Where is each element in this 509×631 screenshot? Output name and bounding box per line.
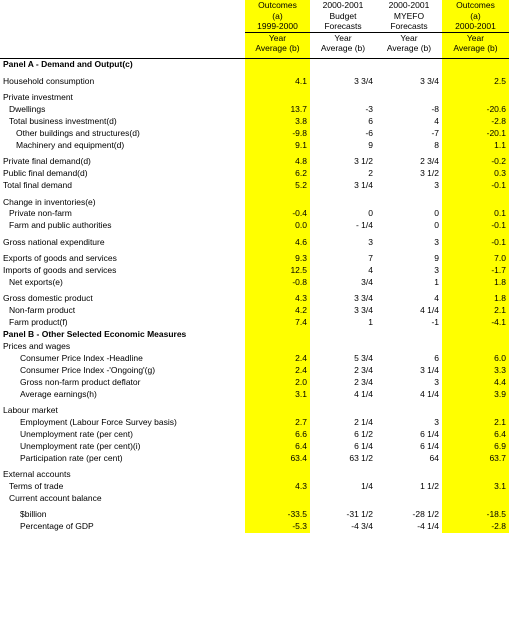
- row-label: Change in inventories(e): [3, 196, 96, 207]
- value-outcomes-2000-2001: [442, 341, 509, 353]
- header-myefo-line2: MYEFO: [393, 10, 425, 21]
- value-outcomes-1999-2000: 5.2: [245, 180, 310, 192]
- header-year-label: Year: [400, 32, 418, 43]
- row-label: Unemployment rate (per cent): [20, 428, 133, 439]
- row-label: Other buildings and structures(d): [16, 128, 140, 138]
- value-outcomes-2000-2001: 3.9: [442, 389, 509, 401]
- value-myefo-forecast: 0: [434, 208, 439, 219]
- value-outcomes-2000-2001: 3.3: [442, 365, 509, 377]
- value-outcomes-2000-2001: [442, 469, 509, 481]
- value-myefo-forecast: [376, 329, 442, 341]
- table-row: [0, 180, 509, 192]
- row-label: $billion: [20, 509, 47, 520]
- table-row: [0, 277, 509, 289]
- value-myefo-forecast: -7: [431, 128, 439, 138]
- table-row: [0, 76, 509, 88]
- value-outcomes-2000-2001: -0.1: [442, 220, 509, 232]
- value-outcomes-1999-2000: -0.4: [245, 208, 310, 220]
- value-budget-forecast: 3 3/4: [354, 305, 373, 316]
- table-row: [0, 481, 509, 493]
- table-row: [0, 128, 509, 140]
- value-budget-forecast: 2: [368, 168, 373, 179]
- value-outcomes-1999-2000: 9.1: [245, 140, 310, 152]
- header-outcomes-1999-line2: (a): [245, 11, 310, 22]
- value-outcomes-1999-2000: 4.2: [245, 305, 310, 317]
- value-outcomes-2000-2001: [442, 493, 509, 505]
- value-outcomes-1999-2000: [245, 197, 310, 209]
- header-average-label: Average (b): [442, 43, 509, 54]
- value-outcomes-1999-2000: 4.3: [245, 293, 310, 305]
- value-outcomes-1999-2000: 3.8: [245, 116, 310, 128]
- value-outcomes-2000-2001: 2.1: [442, 417, 509, 429]
- value-outcomes-2000-2001: 63.7: [442, 453, 509, 465]
- value-budget-forecast: 1: [368, 317, 373, 328]
- value-budget-forecast: [310, 493, 376, 505]
- value-outcomes-1999-2000: 2.4: [245, 365, 310, 377]
- row-label: Total final demand: [3, 180, 72, 191]
- value-myefo-forecast: 8: [434, 139, 439, 150]
- value-myefo-forecast: 3: [434, 376, 439, 387]
- value-budget-forecast: -3: [365, 104, 373, 115]
- value-outcomes-1999-2000: [245, 493, 310, 505]
- value-outcomes-2000-2001: -1.7: [442, 265, 509, 277]
- value-myefo-forecast: 1 1/2: [420, 480, 439, 491]
- table-row: [0, 92, 509, 104]
- value-outcomes-2000-2001: 6.0: [442, 353, 509, 365]
- value-outcomes-2000-2001: 2.1: [442, 305, 509, 317]
- value-outcomes-1999-2000: 63.4: [245, 453, 310, 465]
- value-budget-forecast: 4 1/4: [354, 388, 373, 399]
- value-myefo-forecast: [376, 92, 442, 104]
- value-outcomes-1999-2000: [245, 59, 310, 71]
- table-row: [0, 429, 509, 441]
- table-body: [0, 54, 509, 533]
- value-outcomes-1999-2000: -33.5: [245, 509, 310, 521]
- table-row: [0, 237, 509, 249]
- value-outcomes-1999-2000: 4.8: [245, 156, 310, 168]
- value-outcomes-2000-2001: -20.6: [442, 104, 509, 116]
- value-outcomes-1999-2000: 13.7: [245, 104, 310, 116]
- value-budget-forecast: 5 3/4: [354, 352, 373, 363]
- table-row: [0, 197, 509, 209]
- value-budget-forecast: 2 3/4: [354, 376, 373, 387]
- value-outcomes-2000-2001: 1.8: [442, 293, 509, 305]
- value-outcomes-1999-2000: 6.6: [245, 429, 310, 441]
- value-myefo-forecast: 6 1/4: [420, 440, 439, 451]
- row-label: Public final demand(d): [3, 168, 88, 179]
- value-myefo-forecast: 3: [434, 416, 439, 427]
- value-myefo-forecast: 3 3/4: [420, 75, 439, 86]
- value-outcomes-1999-2000: 3.1: [245, 389, 310, 401]
- row-label: Current account balance: [9, 492, 102, 503]
- value-budget-forecast: [310, 197, 376, 209]
- row-label: Terms of trade: [9, 480, 64, 491]
- value-budget-forecast: 3/4: [361, 276, 373, 287]
- value-myefo-forecast: -4 1/4: [417, 521, 439, 532]
- row-label: Labour market: [3, 405, 58, 416]
- row-label: Participation rate (per cent): [20, 452, 123, 463]
- value-outcomes-1999-2000: 2.7: [245, 417, 310, 429]
- value-budget-forecast: [310, 341, 376, 353]
- row-label: Private investment: [3, 92, 73, 103]
- row-label: Percentage of GDP: [20, 521, 94, 532]
- value-myefo-forecast: 1: [434, 276, 439, 287]
- value-budget-forecast: 4: [368, 265, 373, 276]
- row-label: Gross domestic product: [3, 293, 93, 304]
- value-budget-forecast: 63 1/2: [349, 452, 373, 463]
- header-budget-line3: Forecasts: [310, 21, 376, 32]
- value-budget-forecast: [310, 405, 376, 417]
- table-row: [0, 353, 509, 365]
- value-outcomes-2000-2001: 3.1: [442, 481, 509, 493]
- value-myefo-forecast: [376, 341, 442, 353]
- table-row: [0, 116, 509, 128]
- value-outcomes-1999-2000: -5.3: [245, 521, 310, 533]
- table-row: [0, 377, 509, 389]
- value-outcomes-2000-2001: 0.3: [442, 168, 509, 180]
- value-outcomes-2000-2001: [442, 92, 509, 104]
- value-myefo-forecast: -1: [431, 317, 439, 328]
- value-myefo-forecast: 0: [434, 220, 439, 231]
- value-outcomes-2000-2001: -0.2: [442, 156, 509, 168]
- header-year-label: Year: [245, 32, 310, 43]
- value-outcomes-2000-2001: -0.1: [442, 237, 509, 249]
- value-budget-forecast: 6 1/2: [354, 428, 373, 439]
- value-outcomes-1999-2000: [245, 405, 310, 417]
- value-outcomes-2000-2001: 0.1: [442, 208, 509, 220]
- header-outcomes-2000-line3: 2000-2001: [442, 21, 509, 32]
- header-year-label: Year: [442, 32, 509, 43]
- value-myefo-forecast: 64: [429, 452, 439, 463]
- table-row: [0, 365, 509, 377]
- value-outcomes-2000-2001: 6.9: [442, 441, 509, 453]
- value-outcomes-1999-2000: 6.4: [245, 441, 310, 453]
- value-budget-forecast: 6 1/4: [354, 440, 373, 451]
- header-average-label: Average (b): [320, 43, 366, 54]
- value-myefo-forecast: 4: [434, 116, 439, 127]
- value-myefo-forecast: -8: [431, 104, 439, 115]
- row-label: Dwellings: [9, 104, 46, 115]
- row-label: Exports of goods and services: [3, 253, 117, 264]
- table-row: [0, 220, 509, 232]
- header-outcomes-2000-line2: (a): [442, 11, 509, 22]
- value-myefo-forecast: 2 3/4: [420, 156, 439, 167]
- value-outcomes-1999-2000: [245, 92, 310, 104]
- table-row: [0, 469, 509, 481]
- row-label: Non-farm product: [9, 305, 76, 316]
- value-budget-forecast: 2 1/4: [354, 416, 373, 427]
- value-outcomes-2000-2001: [442, 405, 509, 417]
- value-outcomes-1999-2000: 6.2: [245, 168, 310, 180]
- row-label: Household consumption: [3, 75, 95, 86]
- value-outcomes-2000-2001: -2.8: [442, 521, 509, 533]
- value-budget-forecast: 3 1/2: [354, 156, 373, 167]
- value-outcomes-2000-2001: [442, 197, 509, 209]
- value-outcomes-2000-2001: [442, 59, 509, 71]
- header-year-label: Year: [334, 32, 352, 43]
- row-label: External accounts: [3, 469, 71, 480]
- value-budget-forecast: -6: [365, 128, 373, 138]
- value-budget-forecast: 3 1/4: [354, 180, 373, 191]
- value-budget-forecast: 6: [368, 116, 373, 127]
- table-row: [0, 405, 509, 417]
- table-row: [0, 208, 509, 220]
- panel-heading-row: [0, 59, 509, 71]
- value-budget-forecast: -31 1/2: [346, 509, 373, 520]
- row-label: Average earnings(h): [20, 388, 97, 399]
- table-row: [0, 509, 509, 521]
- header-outcomes-1999-line3: 1999-2000: [245, 21, 310, 32]
- value-budget-forecast: [310, 59, 376, 71]
- table-row: [0, 156, 509, 168]
- header-outcomes-2000-line1: Outcomes: [442, 0, 509, 11]
- value-myefo-forecast: 9: [434, 253, 439, 264]
- value-myefo-forecast: [376, 469, 442, 481]
- row-label: Machinery and equipment(d): [16, 139, 125, 150]
- row-label: Consumer Price Index -Headline: [20, 352, 143, 363]
- value-myefo-forecast: 6: [434, 352, 439, 363]
- table-row: [0, 317, 509, 329]
- value-outcomes-2000-2001: 4.4: [442, 377, 509, 389]
- value-myefo-forecast: [376, 405, 442, 417]
- panel-heading-row: [0, 329, 509, 341]
- value-myefo-forecast: 4: [434, 293, 439, 304]
- value-myefo-forecast: [376, 59, 442, 71]
- value-outcomes-2000-2001: 1.8: [442, 277, 509, 289]
- value-myefo-forecast: 4 1/4: [420, 305, 439, 316]
- value-myefo-forecast: 4 1/4: [420, 388, 439, 399]
- header-budget-line2: Budget: [329, 10, 357, 21]
- value-outcomes-2000-2001: 7.0: [442, 253, 509, 265]
- row-label: Gross non-farm product deflator: [20, 376, 141, 387]
- table-row: [0, 493, 509, 505]
- value-outcomes-2000-2001: -2.8: [442, 116, 509, 128]
- value-myefo-forecast: 3: [434, 265, 439, 276]
- header-myefo-line3: Forecasts: [376, 21, 442, 32]
- table-row: [0, 341, 509, 353]
- value-outcomes-1999-2000: 4.6: [245, 237, 310, 249]
- row-label: Panel B - Other Selected Economic Measures: [3, 329, 187, 340]
- value-outcomes-1999-2000: [245, 329, 310, 341]
- table-row: [0, 441, 509, 453]
- row-label: Panel A - Demand and Output(c): [0, 59, 245, 71]
- value-myefo-forecast: 3 1/4: [420, 364, 439, 375]
- header-outcomes-1999-line1: Outcomes: [245, 0, 310, 11]
- table-row: [0, 389, 509, 401]
- value-budget-forecast: 7: [368, 253, 373, 264]
- value-myefo-forecast: 3 1/2: [420, 168, 439, 179]
- value-outcomes-1999-2000: 4.3: [245, 481, 310, 493]
- value-outcomes-1999-2000: 7.4: [245, 317, 310, 329]
- value-myefo-forecast: [376, 197, 442, 209]
- header-average-label: Average (b): [245, 43, 310, 54]
- value-myefo-forecast: [376, 493, 442, 505]
- row-label: Imports of goods and services: [3, 265, 117, 276]
- value-outcomes-2000-2001: 1.1: [442, 140, 509, 152]
- table-header: [0, 0, 509, 54]
- value-outcomes-1999-2000: -9.8: [245, 128, 310, 140]
- row-label: Gross national expenditure: [3, 236, 105, 247]
- value-budget-forecast: -4 3/4: [351, 521, 373, 532]
- header-average-label: Average (b): [386, 43, 432, 54]
- row-label: Unemployment rate (per cent)(i): [20, 440, 141, 451]
- value-budget-forecast: [310, 92, 376, 104]
- value-outcomes-2000-2001: [442, 329, 509, 341]
- row-label: Private final demand(d): [3, 156, 91, 167]
- value-outcomes-1999-2000: 2.0: [245, 377, 310, 389]
- table-row: [0, 168, 509, 180]
- table-row: [0, 253, 509, 265]
- row-label: Private non-farm: [9, 208, 72, 219]
- header-myefo-line1: 2000-2001: [388, 0, 430, 10]
- value-outcomes-2000-2001: -0.1: [442, 180, 509, 192]
- value-budget-forecast: 2 3/4: [354, 364, 373, 375]
- value-outcomes-1999-2000: 0.0: [245, 220, 310, 232]
- value-budget-forecast: 0: [368, 208, 373, 219]
- value-budget-forecast: [310, 329, 376, 341]
- value-outcomes-1999-2000: [245, 341, 310, 353]
- value-outcomes-2000-2001: 2.5: [442, 76, 509, 88]
- row-label: Consumer Price Index -'Ongoing'(g): [20, 364, 156, 375]
- value-outcomes-2000-2001: -18.5: [442, 509, 509, 521]
- table-row: [0, 293, 509, 305]
- value-budget-forecast: 3 3/4: [354, 75, 373, 86]
- table-row: [0, 521, 509, 533]
- row-label: Net exports(e): [9, 276, 63, 287]
- value-outcomes-1999-2000: 12.5: [245, 265, 310, 277]
- value-budget-forecast: 9: [368, 139, 373, 150]
- value-budget-forecast: 3 3/4: [354, 293, 373, 304]
- value-outcomes-1999-2000: 9.3: [245, 253, 310, 265]
- value-outcomes-1999-2000: [245, 469, 310, 481]
- row-label: Employment (Labour Force Survey basis): [20, 416, 177, 427]
- value-myefo-forecast: 3: [434, 180, 439, 191]
- value-outcomes-2000-2001: -4.1: [442, 317, 509, 329]
- table-row: [0, 140, 509, 152]
- row-label: Total business investment(d): [9, 116, 117, 127]
- table-row: [0, 305, 509, 317]
- value-outcomes-2000-2001: 6.4: [442, 429, 509, 441]
- value-budget-forecast: 3: [368, 236, 373, 247]
- row-label: Farm and public authorities: [9, 220, 112, 231]
- row-label: Farm product(f): [9, 317, 68, 328]
- header-budget-line1: 2000-2001: [322, 0, 364, 10]
- value-outcomes-1999-2000: -0.8: [245, 277, 310, 289]
- value-myefo-forecast: 3: [434, 236, 439, 247]
- value-outcomes-2000-2001: -20.1: [442, 128, 509, 140]
- value-outcomes-1999-2000: 2.4: [245, 353, 310, 365]
- table-row: [0, 453, 509, 465]
- value-myefo-forecast: -28 1/2: [412, 509, 439, 520]
- value-myefo-forecast: 6 1/4: [420, 428, 439, 439]
- table-row: [0, 265, 509, 277]
- value-outcomes-1999-2000: 4.1: [245, 76, 310, 88]
- value-budget-forecast: [310, 469, 376, 481]
- value-budget-forecast: 1/4: [361, 480, 373, 491]
- table-row: [0, 417, 509, 429]
- value-budget-forecast: - 1/4: [355, 220, 373, 231]
- row-label: Prices and wages: [3, 341, 71, 351]
- table-row: [0, 104, 509, 116]
